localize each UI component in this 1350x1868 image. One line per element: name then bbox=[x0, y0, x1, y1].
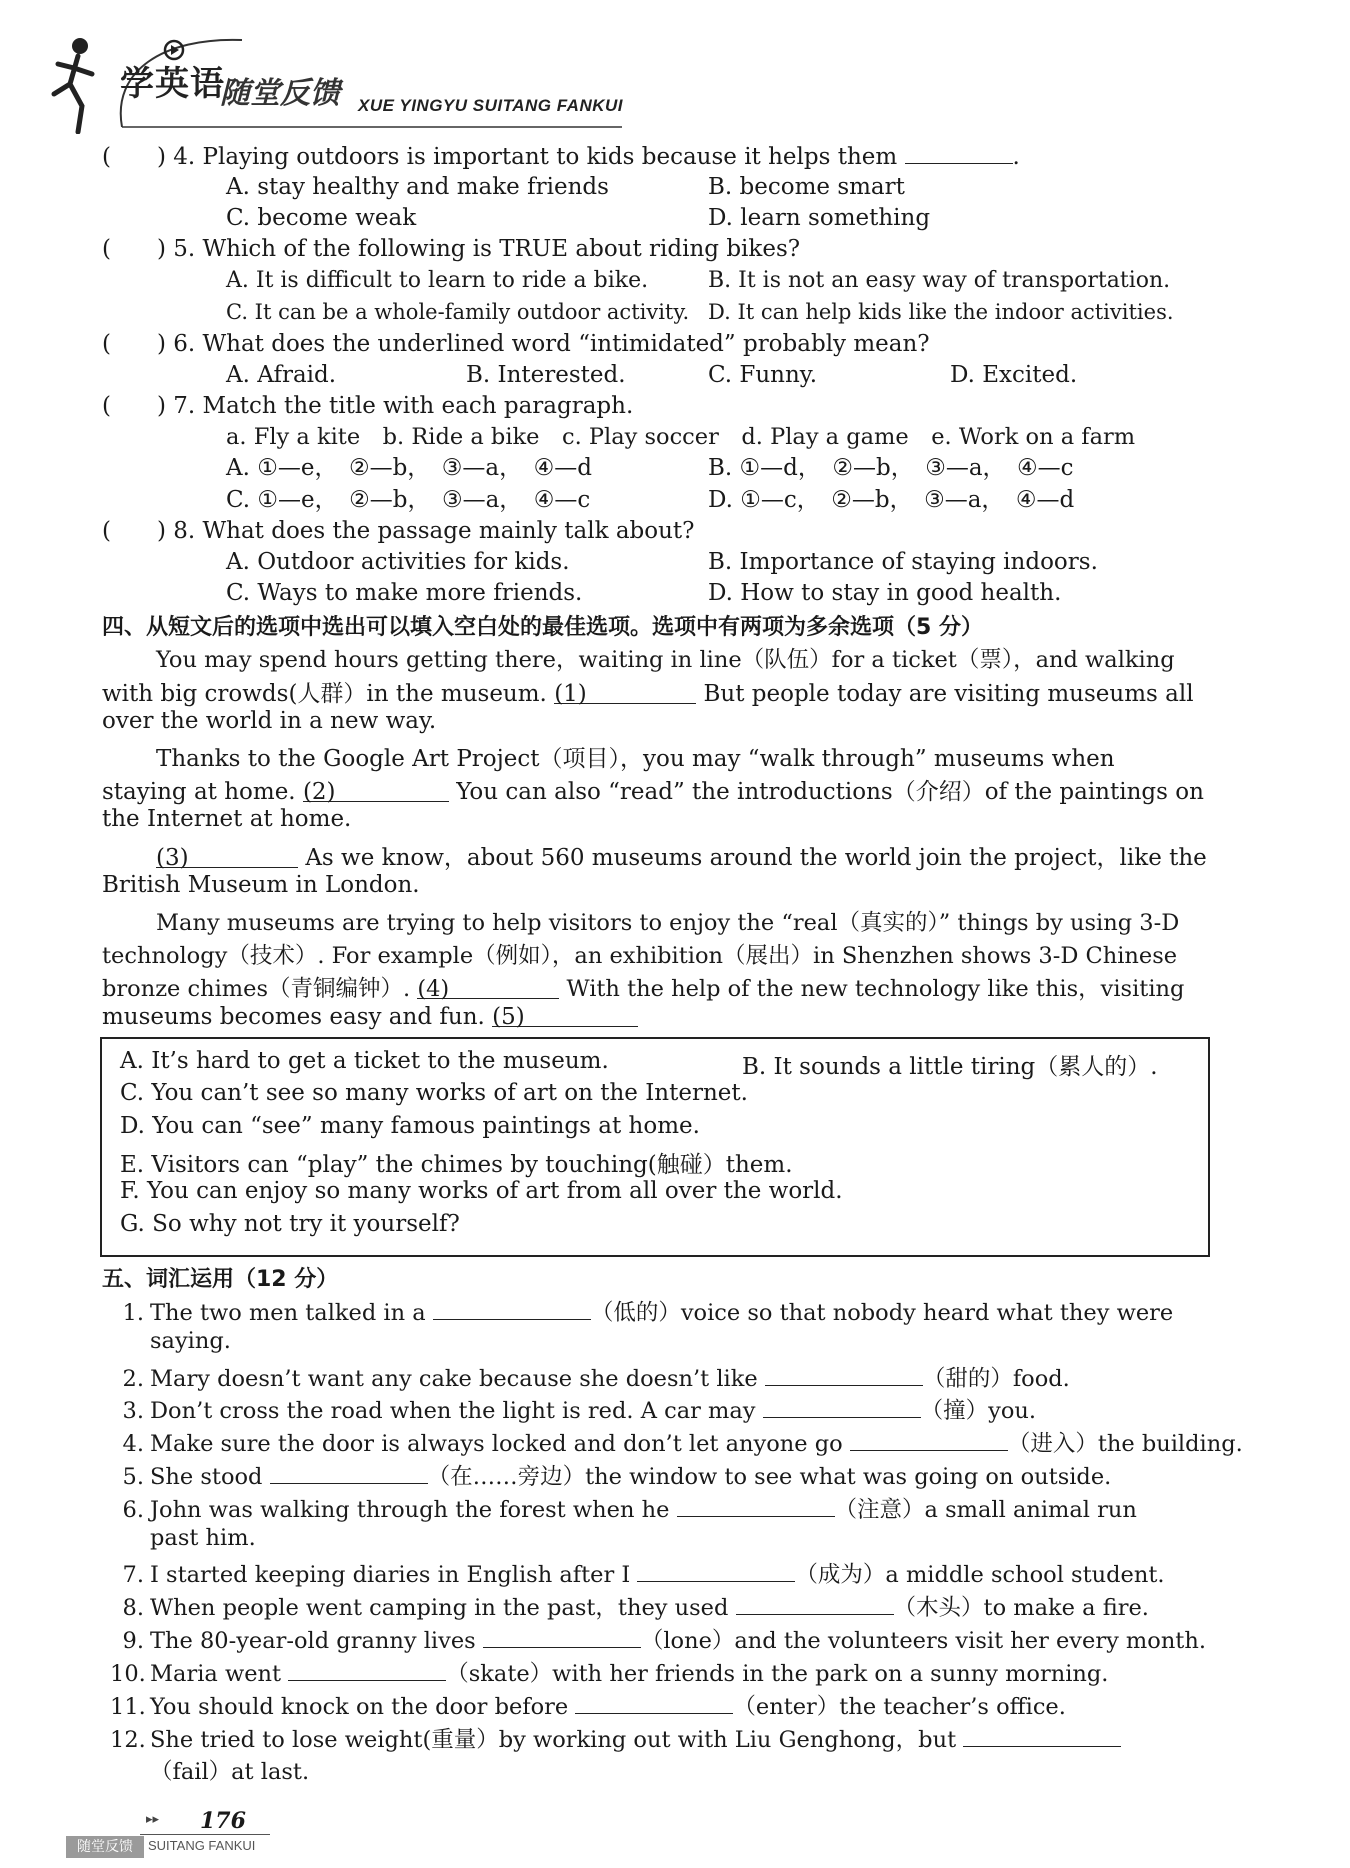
vocab-answer-blank[interactable] bbox=[637, 1559, 795, 1582]
vocab-item bbox=[110, 1459, 1111, 1491]
header-title: 学英语 bbox=[120, 64, 225, 104]
blank-1[interactable]: (1) bbox=[554, 681, 696, 704]
vocab-item-text: She stood bbox=[150, 1464, 263, 1490]
q5-option-c: C. It can be a whole-family outdoor activity. bbox=[226, 300, 690, 324]
vocab-item bbox=[110, 1426, 1243, 1458]
q4-option-b: B. become smart bbox=[708, 174, 905, 200]
blank-2[interactable]: (2) bbox=[303, 779, 449, 802]
q4-option-a: A. stay healthy and make friends bbox=[226, 174, 609, 200]
s4-p2-line1: Thanks to the Google Art Project（项目），you may “walk through” museums when bbox=[156, 746, 1115, 772]
vocab-answer-blank[interactable] bbox=[850, 1428, 1008, 1451]
s4-p1-line2: with big crowds(人群）in the museum. (1) But people today are visiting museums all bbox=[102, 681, 1194, 707]
vocab-answer-blank[interactable] bbox=[288, 1658, 446, 1681]
runner-icon bbox=[40, 34, 110, 134]
footer-pinyin: SUITANG FANKUI bbox=[148, 1838, 256, 1853]
header-subtitle: 随堂反馈 bbox=[220, 76, 340, 111]
header-banner bbox=[40, 30, 680, 140]
q5-option-b: B. It is not an easy way of transportation. bbox=[708, 268, 1171, 293]
q5-stem: ( ) 5. Which of the following is TRUE about riding bikes? bbox=[102, 236, 801, 262]
vocab-item-hint: （注意）a small animal run bbox=[834, 1497, 1137, 1523]
vocab-item-number: 4. bbox=[122, 1431, 144, 1457]
vocab-item-number: 7. bbox=[122, 1562, 144, 1588]
vocab-item bbox=[110, 1623, 1206, 1655]
s4-p1-line1: You may spend hours getting there，waiting in line（队伍）for a ticket（票），and walking bbox=[156, 647, 1175, 673]
q4-option-d: D. learn something bbox=[708, 205, 931, 231]
vocab-item-text: You should knock on the door before bbox=[150, 1694, 569, 1720]
option-e: E. Visitors can “play” the chimes by touching(触碰）them. bbox=[120, 1152, 793, 1178]
q6-stem: ( ) 6. What does the underlined word “intimidated” probably mean? bbox=[102, 331, 930, 357]
q6-option-b: B. Interested. bbox=[466, 362, 626, 388]
q6-option-c: C. Funny. bbox=[708, 362, 818, 388]
vocab-answer-blank[interactable] bbox=[270, 1461, 428, 1484]
option-c: C. You can’t see so many works of art on the Internet. bbox=[120, 1080, 748, 1106]
vocab-item-text: She tried to lose weight(重量）by working out with Liu Genghong，but bbox=[150, 1727, 957, 1753]
vocab-item bbox=[110, 1525, 256, 1551]
s4-p3-line2: British Museum in London. bbox=[102, 872, 420, 898]
vocab-item bbox=[110, 1328, 231, 1354]
q5-option-a: A. It is difficult to learn to ride a bike. bbox=[226, 268, 649, 293]
vocab-item-hint: （木头）to make a fire. bbox=[893, 1595, 1149, 1621]
vocab-item bbox=[110, 1492, 1137, 1524]
footer-arrow-icon: ▸▸ bbox=[146, 1812, 160, 1827]
option-b: B. It sounds a little tiring（累人的）. bbox=[742, 1054, 1158, 1080]
vocab-item-text: Maria went bbox=[150, 1661, 282, 1687]
blank-3[interactable]: (3) bbox=[156, 845, 298, 868]
q7-option-b: B. ①—d， ②—b， ③—a， ④—c bbox=[708, 455, 1074, 481]
option-d: D. You can “see” many famous paintings at home. bbox=[120, 1113, 700, 1139]
vocab-answer-blank[interactable] bbox=[433, 1297, 591, 1320]
s4-p4-line2: technology（技术）. For example（例如），an exhibition（展出）in Shenzhen shows 3-D Chinese bbox=[102, 943, 1178, 969]
vocab-item-number: 8. bbox=[122, 1595, 144, 1621]
vocab-item-text: The 80-year-old granny lives bbox=[150, 1628, 476, 1654]
vocab-item-text: Don’t cross the road when the light is red. A car may bbox=[150, 1398, 756, 1424]
q8-option-a: A. Outdoor activities for kids. bbox=[226, 549, 570, 575]
vocab-answer-blank[interactable] bbox=[575, 1691, 733, 1714]
q7-titles: a. Fly a kite b. Ride a bike c. Play soccer d. Play a game e. Work on a farm bbox=[226, 424, 1136, 450]
vocab-item-number: 1. bbox=[122, 1300, 144, 1326]
q8-option-c: C. Ways to make more friends. bbox=[226, 580, 583, 606]
s4-p4-line3: bronze chimes（青铜编钟）. (4) With the help of the new technology like this，visiting bbox=[102, 976, 1185, 1002]
vocab-item-text: Mary doesn’t want any cake because she doesn’t like bbox=[150, 1366, 758, 1392]
vocab-item-hint: （enter）the teacher’s office. bbox=[733, 1694, 1066, 1720]
vocab-item bbox=[110, 1722, 1121, 1754]
q4-stem: ( ) 4. Playing outdoors is important to kids because it helps them . bbox=[102, 141, 1020, 172]
q6-option-a: A. Afraid. bbox=[226, 362, 337, 388]
vocab-item bbox=[110, 1689, 1066, 1721]
vocab-item-number: 6. bbox=[122, 1497, 144, 1523]
q4-option-c: C. become weak bbox=[226, 205, 417, 231]
vocab-item-hint: （skate）with her friends in the park on a sunny morning. bbox=[446, 1661, 1109, 1687]
vocab-item-text: John was walking through the forest when he bbox=[150, 1497, 670, 1523]
s4-p3-line1: (3) As we know，about 560 museums around the world join the project，like the bbox=[156, 845, 1207, 871]
s4-p4-line4: museums becomes easy and fun. (5) bbox=[102, 1004, 638, 1030]
blank-4[interactable]: (4) bbox=[417, 976, 559, 999]
vocab-item-number: 10. bbox=[110, 1661, 146, 1687]
q5-option-d: D. It can help kids like the indoor activities. bbox=[708, 300, 1174, 324]
vocab-item-text: saying. bbox=[150, 1328, 231, 1354]
vocab-answer-blank[interactable] bbox=[483, 1625, 641, 1648]
section5-heading: 五、词汇运用（12 分） bbox=[102, 1267, 339, 1292]
vocab-item-hint: （撞）you. bbox=[920, 1398, 1037, 1424]
vocab-item-text: The two men talked in a bbox=[150, 1300, 426, 1326]
q7-option-a: A. ①—e， ②—b， ③—a， ④—d bbox=[226, 455, 592, 481]
s4-p2-line2: staying at home. (2) You can also “read” the introductions（介绍）of the paintings on bbox=[102, 779, 1204, 805]
vocab-item-text: Make sure the door is always locked and don’t let anyone go bbox=[150, 1431, 843, 1457]
q7-option-c: C. ①—e， ②—b， ③—a， ④—c bbox=[226, 487, 591, 513]
header-pinyin: XUE YINGYU SUITANG FANKUI bbox=[358, 96, 624, 115]
vocab-item-number: 11. bbox=[110, 1694, 146, 1720]
vocab-item-number: 12. bbox=[110, 1727, 146, 1753]
q7-stem: ( ) 7. Match the title with each paragraph. bbox=[102, 393, 634, 419]
footer-tag: 随堂反馈 bbox=[66, 1836, 144, 1858]
vocab-item-number: 9. bbox=[122, 1628, 144, 1654]
vocab-item-number: 3. bbox=[122, 1398, 144, 1424]
q8-option-d: D. How to stay in good health. bbox=[708, 580, 1062, 606]
vocab-item bbox=[110, 1656, 1108, 1688]
vocab-item-text: I started keeping diaries in English after I bbox=[150, 1562, 631, 1588]
vocab-answer-blank[interactable] bbox=[765, 1363, 923, 1386]
q7-option-d: D. ①—c， ②—b， ③—a， ④—d bbox=[708, 487, 1075, 513]
option-g: G. So why not try it yourself? bbox=[120, 1211, 460, 1237]
section4-heading: 四、从短文后的选项中选出可以填入空白处的最佳选项。选项中有两项为多余选项（5 分） bbox=[102, 615, 983, 640]
vocab-item bbox=[110, 1557, 1165, 1589]
vocab-item bbox=[110, 1393, 1036, 1425]
vocab-answer-blank[interactable] bbox=[677, 1494, 835, 1517]
option-f: F. You can enjoy so many works of art from all over the world. bbox=[120, 1178, 843, 1204]
vocab-item bbox=[110, 1361, 1070, 1393]
vocab-answer-blank[interactable] bbox=[763, 1395, 921, 1418]
vocab-item-number: 2. bbox=[122, 1366, 144, 1392]
footer-divider bbox=[140, 1834, 270, 1835]
vocab-item-number: 5. bbox=[122, 1464, 144, 1490]
vocab-item-text: When people went camping in the past，they used bbox=[150, 1595, 729, 1621]
vocab-item bbox=[110, 1590, 1149, 1622]
vocab-item-hint: （成为）a middle school student. bbox=[795, 1562, 1165, 1588]
vocab-item-hint: （低的）voice so that nobody heard what they were bbox=[590, 1300, 1174, 1326]
vocab-item-text: past him. bbox=[150, 1525, 256, 1551]
vocab-answer-blank[interactable] bbox=[963, 1724, 1121, 1747]
vocab-item bbox=[110, 1295, 1173, 1327]
s4-p1-line3: over the world in a new way. bbox=[102, 708, 437, 734]
option-a: A. It’s hard to get a ticket to the museum. bbox=[120, 1048, 609, 1074]
s4-p4-line1: Many museums are trying to help visitors to enjoy the “real（真实的）” things by using 3-D bbox=[156, 910, 1180, 936]
q8-stem: ( ) 8. What does the passage mainly talk about? bbox=[102, 518, 695, 544]
page-number: 176 bbox=[200, 1808, 246, 1834]
vocab-item-hint: （在……旁边）the window to see what was going on outside. bbox=[427, 1464, 1112, 1490]
s4-p2-line3: the Internet at home. bbox=[102, 806, 352, 832]
vocab-item-hint: （lone）and the volunteers visit her every month. bbox=[640, 1628, 1206, 1654]
vocab-answer-blank[interactable] bbox=[736, 1592, 894, 1615]
vocab-item-hint: （甜的）food. bbox=[922, 1366, 1070, 1392]
vocab-item-hint: （进入）the building. bbox=[1007, 1431, 1243, 1457]
q8-option-b: B. Importance of staying indoors. bbox=[708, 549, 1098, 575]
vocab-item bbox=[110, 1754, 309, 1786]
blank-5[interactable]: (5) bbox=[492, 1004, 638, 1027]
q6-option-d: D. Excited. bbox=[950, 362, 1078, 388]
vocab-item-text: （fail）at last. bbox=[150, 1759, 310, 1785]
